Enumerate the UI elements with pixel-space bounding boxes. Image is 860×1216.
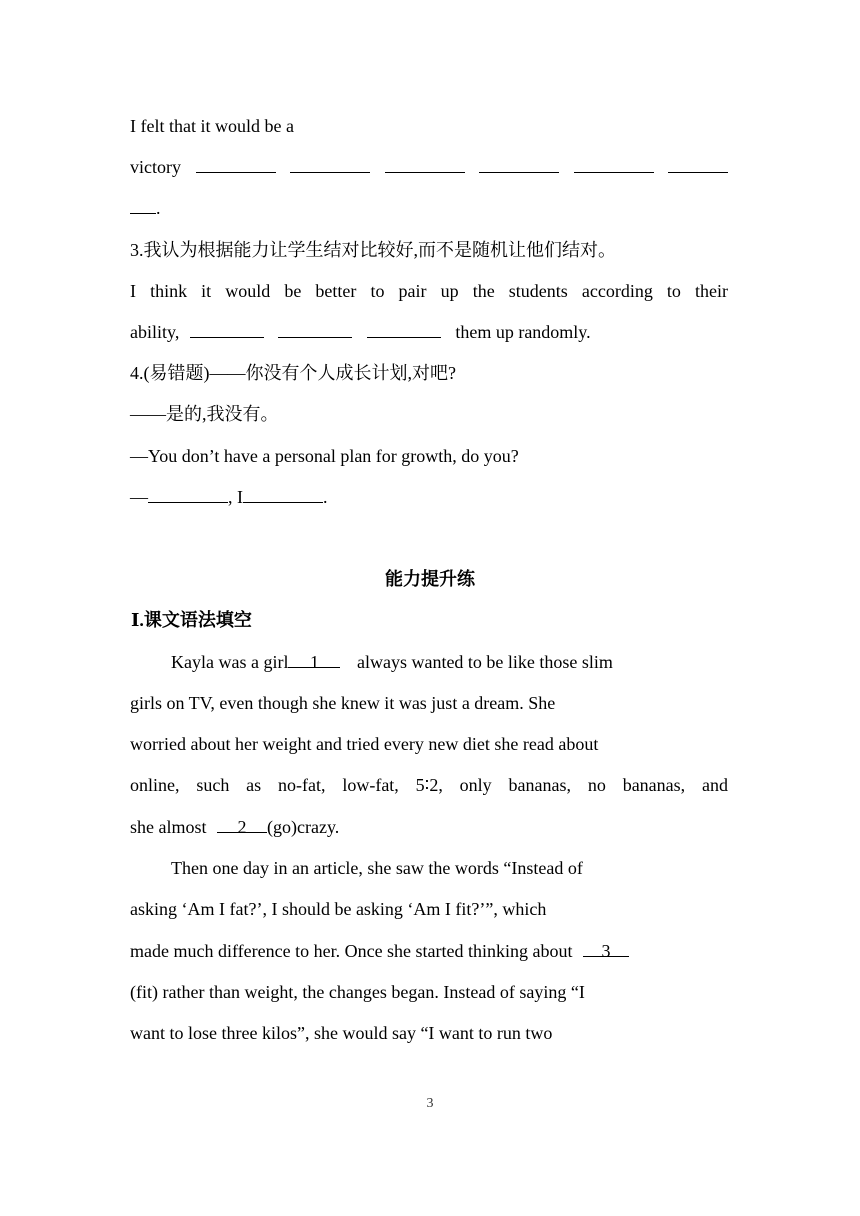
passage-p2-line1: Then one day in an article, she saw the words “Instead of [171, 858, 583, 878]
passage-p2-line3 [130, 940, 629, 962]
answer-blank-1[interactable] [288, 651, 340, 672]
q3-english-line2 [130, 321, 591, 343]
answer-blank[interactable] [385, 156, 465, 173]
answer-blank[interactable] [668, 156, 728, 173]
answer-blank[interactable] [278, 321, 352, 338]
q4-chinese-answer: ——是的,我没有。 [130, 404, 279, 424]
passage-p2-line2: asking ‘Am I fat?’, I should be asking ‘Am I fit?’”, which [130, 899, 547, 919]
q3-english-line1: I think it would be better to pair up the students according to their [130, 281, 728, 301]
passage-p1-line5 [130, 816, 339, 838]
passage-text: Kayla was a girl [171, 652, 289, 672]
passage-text: (go)crazy. [267, 817, 340, 837]
q4-chinese-question: 4.(易错题)——你没有个人成长计划,对吧? [130, 363, 456, 383]
answer-blank[interactable] [190, 321, 264, 338]
answer-blank-3[interactable] [583, 940, 629, 961]
q2-line3 [130, 197, 161, 219]
passage-p1-line2: girls on TV, even though she knew it was just a dream. She [130, 693, 556, 713]
answer-blank[interactable] [367, 321, 441, 338]
q4-english-question: —You don’t have a personal plan for growth, do you? [130, 446, 519, 466]
answer-blank-2[interactable] [217, 816, 267, 837]
page-number: 3 [426, 1096, 434, 1111]
passage-p2-line4: (fit) rather than weight, the changes began. Instead of saying “I [130, 982, 585, 1002]
passage-text: she almost [130, 817, 207, 837]
answer-blank[interactable] [574, 156, 654, 173]
answer-blank[interactable] [243, 486, 323, 503]
answer-blank[interactable] [479, 156, 559, 173]
q4-dash: — [130, 487, 148, 507]
q4-period: . [323, 487, 328, 507]
q3-line2-prefix: ability, [130, 322, 180, 342]
passage-p2-line5: want to lose three kilos”, she would say “I want to run two [130, 1023, 553, 1043]
blank-number: 1 [309, 652, 319, 672]
passage-p1-line3: worried about her weight and tried every new diet she read about [130, 734, 599, 754]
answer-blank[interactable] [196, 156, 276, 173]
q2-line1: I felt that it would be a [130, 116, 294, 136]
answer-blank[interactable] [130, 197, 156, 214]
section-title: 能力提升练 [385, 569, 475, 589]
q4-mid: , I [228, 487, 243, 507]
blank-number: 3 [601, 941, 611, 961]
q2-line2 [130, 156, 728, 178]
answer-blank[interactable] [148, 486, 228, 503]
answer-blank[interactable] [290, 156, 370, 173]
q3-chinese: 3.我认为根据能力让学生结对比较好,而不是随机让他们结对。 [130, 240, 616, 260]
passage-p1-line4: online, such as no-fat, low-fat, 5∶2, only bananas, no bananas, and [130, 775, 728, 795]
q2-line2-prefix: victory [130, 157, 181, 177]
q3-line2-suffix: them up randomly. [455, 322, 591, 342]
q4-english-answer [130, 486, 328, 508]
blank-number: 2 [237, 817, 247, 837]
section-subtitle: Ⅰ.课文语法填空 [131, 610, 252, 630]
q2-period: . [156, 198, 161, 218]
passage-text: always wanted to be like those slim [356, 652, 613, 672]
passage-p1-line1 [171, 651, 613, 673]
passage-text: made much difference to her. Once she started thinking about [130, 941, 573, 961]
